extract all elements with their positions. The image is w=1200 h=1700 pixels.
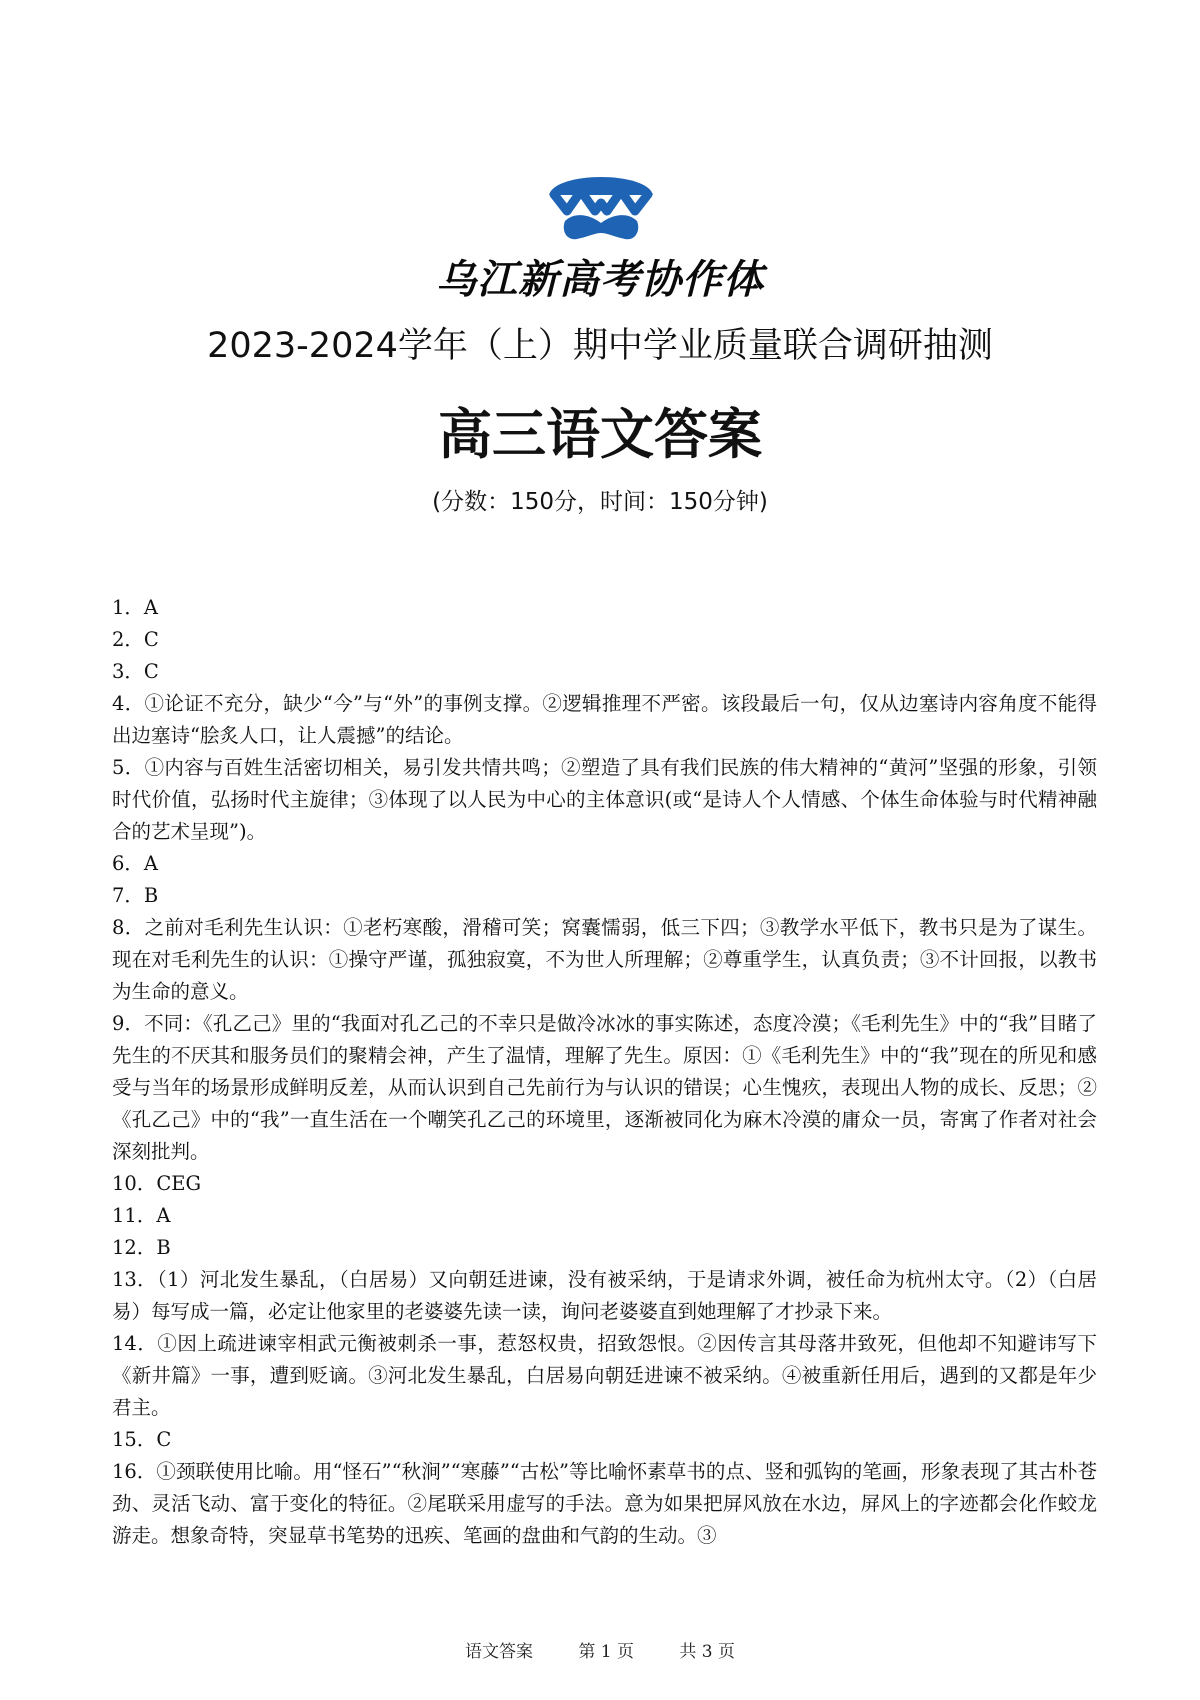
answer-3: 3．C [112,660,159,683]
answer-7: 7．B [112,884,159,907]
answer-5: 5．①内容与百姓生活密切相关，易引发共情共鸣；②塑造了具有我们民族的伟大精神的“黄河”坚强的形象，引领时代价值，弘扬时代主旋律；③体现了以人民为中心的主体意识(或“是诗人个人情感、个体生命体验与时代精神融合的艺术呈现”)。 [112,756,1097,843]
answer-9: 9．不同：《孔乙己》里的“我面对孔乙己的不幸只是做冷冰冰的事实陈述，态度冷漠；《毛利先生》中的“我”目睹了先生的不厌其和服务员们的聚精会神，产生了温情，理解了先生。原因：①《毛利先生》中的“我”现在的所见和感受与当年的场景形成鲜明反差，从而认识到自己先前行为与认识的错误；心生愧疚，表现出人物的成长、反思；②《孔乙己》中的“我”一直生活在一个嘲笑孔乙己的环境里，逐渐被同化为麻木冷漠的庸众一员，寄寓了作者对社会深刻批判。 [112,1012,1097,1163]
answer-15: 15．C [112,1428,172,1451]
footer-label: 语文答案 [464,1642,533,1662]
organization-logo [545,165,657,245]
subject-title: 高三语文答案 [438,403,762,466]
answer-10: 10．CEG [112,1172,202,1195]
answer-12: 12．B [112,1236,171,1259]
answer-13: 13．（1）河北发生暴乱，（白居易）又向朝廷进谏，没有被采纳，于是请求外调，被任命为杭州太守。（2）（白居易）每写成一篇，必定让他家里的老婆婆先读一读，询问老婆婆直到她理解了才抄录下来。 [112,1268,1097,1323]
answer-14: 14．①因上疏进谏宰相武元衡被刺杀一事，惹怒权贵，招致怨恨。②因传言其母落井致死，但他却不知避讳写下《新井篇》一事，遭到贬谪。③河北发生暴乱，白居易向朝廷进谏不被采纳。④被重新任用后，遇到的又都是年少君主。 [112,1332,1097,1419]
exam-info: (分数：150分，时间：150分钟) [432,489,768,515]
answer-4: 4．①论证不充分，缺少“今”与“外”的事例支撑。②逻辑推理不严密。该段最后一句，仅从边塞诗内容角度不能得出边塞诗“脍炙人口，让人震撼”的结论。 [112,692,1097,747]
answer-list [112,592,1097,1552]
footer-page-total: 共 3 页 [679,1642,736,1662]
answer-1: 1．A [112,596,158,619]
exam-title: 2023-2024学年（上）期中学业质量联合调研抽测 [207,326,993,366]
answer-16: 16．①颈联使用比喻。用“怪石”“秋涧”“寒藤”“古松”等比喻怀素草书的点、竖和弧钩的笔画，形象表现了其古朴苍劲、灵活飞动、富于变化的特征。②尾联采用虚写的手法。意为如果把屏风放在水边，屏风上的字迹都会化作蛟龙游走。想象奇特，突显草书笔势的迅疾、笔画的盘曲和气韵的生动。③ [112,1460,1097,1547]
organization-name: 乌江新高考协作体 [436,257,764,303]
footer-page-number: 第 1 页 [578,1642,634,1662]
answer-8: 8．之前对毛利先生认识：①老朽寒酸，滑稽可笑；窝囊懦弱，低三下四；③教学水平低下，教书只是为了谋生。现在对毛利先生的认识：①操守严谨，孤独寂寞，不为世人所理解；②尊重学生，认真负责；③不计回报，以教书为生命的意义。 [112,916,1097,1003]
answer-11: 11．A [112,1204,171,1227]
answer-6: 6．A [112,852,158,875]
page-footer [0,1637,1200,1662]
answer-2: 2．C [112,628,159,651]
